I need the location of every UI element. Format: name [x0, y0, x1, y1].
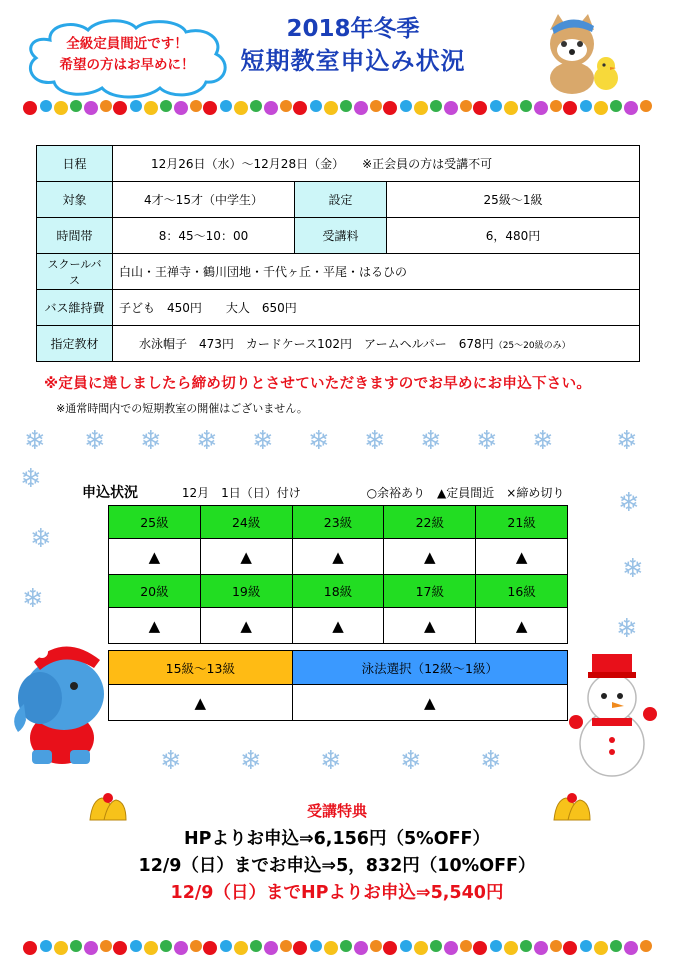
title-line-2: 短期教室申込み状況 [240, 47, 466, 75]
benefit-line-3: 12/9（日）までHPよりお申込⇒5,540円 [170, 883, 504, 903]
mark-row-2 [109, 608, 568, 644]
level-cell: 21級 [476, 506, 568, 539]
mark-row-3 [109, 685, 568, 721]
status-header [82, 482, 564, 502]
schedule-value: 12月26日（水）～12月28日（金） ※正会員の方は受講不可 [113, 146, 640, 182]
status-mark: ▲ [109, 539, 201, 575]
snowflake-icon: ❄ [532, 426, 554, 456]
level-cell: 22級 [384, 506, 476, 539]
status-mark: ▲ [292, 539, 384, 575]
snowflake-icon: ❄ [618, 488, 640, 518]
fee-label: 受講料 [295, 218, 387, 254]
course-info-table [36, 145, 640, 362]
ornament-garland-bottom [22, 936, 654, 958]
info-row-material [37, 326, 640, 362]
time-value: 8：45～10：00 [113, 218, 295, 254]
level-status-grid [108, 505, 568, 644]
level-row-3 [109, 651, 568, 685]
status-mark: ▲ [476, 539, 568, 575]
level-cell: 24級 [200, 506, 292, 539]
status-legend: ○余裕あり ▲定員間近 ×締め切り [366, 486, 565, 500]
snowflake-icon: ❄ [84, 426, 106, 456]
level-cell: 16級 [476, 575, 568, 608]
busfee-value: 子ども 450円 大人 650円 [113, 290, 640, 326]
material-value: 水泳帽子 473円 カードケース102円 アームヘルパー 678円 [139, 337, 494, 351]
snowflake-icon: ❄ [196, 426, 218, 456]
status-mark: ▲ [292, 608, 384, 644]
mark-row-1 [109, 539, 568, 575]
level-cell: 19級 [200, 575, 292, 608]
level-cell: 25級 [109, 506, 201, 539]
status-mark: ▲ [292, 685, 567, 721]
snowflake-icon: ❄ [20, 464, 42, 494]
snowflake-icon: ❄ [308, 426, 330, 456]
deadline-note: ※定員に達しましたら締め切りとさせていただきますのでお早めにお申込下さい。 [44, 376, 592, 392]
level-cell: 泳法選択（12級～1級） [292, 651, 567, 685]
status-mark: ▲ [384, 539, 476, 575]
info-row-target [37, 182, 640, 218]
level-row-1 [109, 506, 568, 539]
level-cell: 15級～13級 [109, 651, 293, 685]
page-title [218, 14, 488, 78]
status-date: 12月 1日（日）付け [181, 486, 301, 500]
snowman-illustration [562, 648, 662, 778]
snowflake-icon: ❄ [240, 746, 262, 776]
status-mark: ▲ [200, 608, 292, 644]
snowflake-icon: ❄ [24, 426, 46, 456]
info-row-bus [37, 254, 640, 290]
cloud-line-2: 希望の方はお早めに！ [59, 57, 195, 73]
bus-label: スクールバス [37, 254, 113, 290]
level-row-2 [109, 575, 568, 608]
info-row-schedule [37, 146, 640, 182]
level-cell: 23級 [292, 506, 384, 539]
snowflake-icon: ❄ [364, 426, 386, 456]
snowflake-icon: ❄ [616, 426, 638, 456]
status-mark: ▲ [384, 608, 476, 644]
snowflake-icon: ❄ [252, 426, 274, 456]
time-label: 時間帯 [37, 218, 113, 254]
level-cell: 17級 [384, 575, 476, 608]
material-cell [113, 326, 640, 362]
setting-value: 25級～1級 [387, 182, 640, 218]
raccoon-chick-illustration [532, 8, 622, 96]
ornament-garland-top [22, 96, 654, 118]
info-row-time [37, 218, 640, 254]
regular-hours-note: ※通常時間内での短期教室の開催はございません。 [56, 402, 308, 415]
announcement-cloud [20, 18, 234, 100]
snowflake-icon: ❄ [476, 426, 498, 456]
snowflake-icon: ❄ [140, 426, 162, 456]
target-value: 4才～15才（中学生） [113, 182, 295, 218]
busfee-label: バス維持費 [37, 290, 113, 326]
status-mark: ▲ [109, 608, 201, 644]
benefits-title: 受講特典 [306, 802, 367, 820]
snowflake-icon: ❄ [622, 554, 644, 584]
bus-value: 白山・王禅寺・鶴川団地・千代ヶ丘・平尾・はるひの [113, 254, 640, 290]
material-label: 指定教材 [37, 326, 113, 362]
snowflake-icon: ❄ [30, 524, 52, 554]
schedule-label: 日程 [37, 146, 113, 182]
elephant-santa-illustration [4, 628, 114, 768]
target-label: 対象 [37, 182, 113, 218]
level-status-grid-upper [108, 650, 568, 721]
snowflake-icon: ❄ [22, 584, 44, 614]
status-mark: ▲ [200, 539, 292, 575]
status-mark: ▲ [476, 608, 568, 644]
snowflake-icon: ❄ [160, 746, 182, 776]
level-cell: 20級 [109, 575, 201, 608]
title-line-1: 2018年冬季 [286, 16, 420, 42]
snowflake-icon: ❄ [400, 746, 422, 776]
snowflake-icon: ❄ [420, 426, 442, 456]
fee-value: 6，480円 [387, 218, 640, 254]
level-cell: 18級 [292, 575, 384, 608]
snowflake-icon: ❄ [480, 746, 502, 776]
snowflake-icon: ❄ [320, 746, 342, 776]
info-row-busfee [37, 290, 640, 326]
setting-label: 設定 [295, 182, 387, 218]
status-mark: ▲ [109, 685, 293, 721]
material-note: （25～20級のみ） [493, 341, 571, 351]
benefit-line-2: 12/9（日）までお申込⇒5，832円（10%OFF） [138, 856, 536, 876]
benefit-line-1: HPよりお申込⇒6,156円（5%OFF） [184, 829, 490, 849]
status-title: 申込状況 [82, 485, 138, 501]
cloud-line-1: 全級定員間近です！ [66, 36, 188, 52]
snowflake-icon: ❄ [616, 614, 638, 644]
